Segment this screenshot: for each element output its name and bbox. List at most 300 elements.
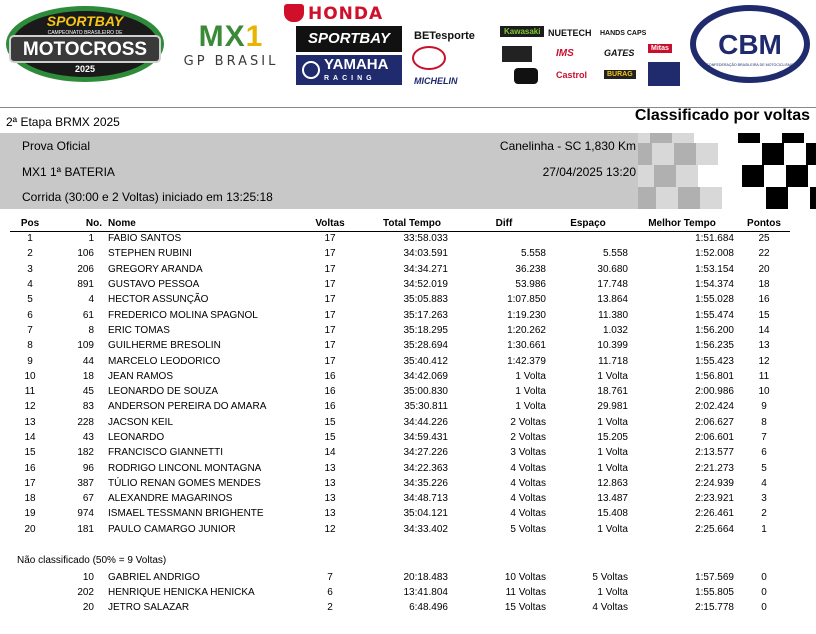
cell-no: 61 — [82, 309, 94, 321]
cell-diff: 4 Voltas — [510, 508, 546, 520]
cell-no: 206 — [77, 263, 94, 275]
mx1-logo-subtitle: GP BRASIL — [183, 54, 279, 69]
checker-square — [740, 143, 762, 165]
cell-gap: 1 Volta — [597, 462, 628, 474]
cell-best: 1:52.008 — [695, 248, 734, 260]
honda-logo — [284, 4, 416, 24]
cell-name: HENRIQUE HENICKA HENICKA — [108, 587, 255, 598]
cell-points: 1 — [761, 523, 767, 535]
cell-best: 2:21.273 — [695, 462, 734, 474]
cell-points: 11 — [758, 370, 770, 382]
result-row — [10, 430, 790, 445]
result-row — [10, 338, 790, 353]
cell-best: 1:56.801 — [695, 370, 734, 382]
checker-square — [678, 187, 700, 209]
result-row — [10, 369, 790, 384]
checker-square — [738, 133, 760, 143]
gates-logo: GATES — [604, 48, 635, 58]
result-row — [10, 445, 790, 460]
checkered-flag-icon — [638, 133, 816, 209]
report-type-title: Classificado por voltas — [634, 107, 810, 124]
cell-total: 35:00.830 — [403, 386, 448, 398]
checker-square — [674, 143, 696, 165]
cell-name: GABRIEL ANDRIGO — [108, 572, 200, 583]
cell-gap: 1 Volta — [597, 416, 628, 428]
cell-laps: 16 — [324, 370, 336, 382]
michelin-logo: MICHELIN — [414, 76, 458, 86]
cell-laps: 14 — [324, 447, 336, 459]
cell-name: PAULO CAMARGO JUNIOR — [108, 523, 236, 535]
result-row — [10, 384, 790, 399]
brake-sponsor-logo-icon — [502, 46, 532, 62]
checker-square — [700, 187, 722, 209]
cell-gap: 12.863 — [597, 477, 628, 489]
checker-square — [722, 187, 744, 209]
race-info: Corrida (30:00 e 2 Voltas) iniciado em 13:25:18 — [22, 190, 273, 204]
cell-total: 35:28.694 — [403, 340, 448, 352]
honda-wing-icon — [284, 4, 304, 22]
cell-name: LEONARDO — [108, 432, 165, 443]
cell-points: 6 — [761, 447, 767, 459]
cell-total: 34:34.271 — [403, 263, 448, 275]
cell-diff: 2 Voltas — [510, 416, 546, 428]
cell-gap: 18.761 — [597, 386, 628, 398]
cell-total: 13:41.804 — [403, 587, 448, 598]
event-name: 2ª Etapa BRMX 2025 — [6, 115, 120, 129]
session-type: Prova Oficial — [22, 139, 91, 153]
cell-best: 1:56.200 — [695, 324, 734, 336]
cell-gap: 15.205 — [597, 432, 628, 443]
cell-laps: 15 — [324, 416, 336, 428]
cell-gap: 29.981 — [597, 401, 628, 413]
cell-laps: 15 — [324, 432, 336, 443]
results-header-row — [10, 217, 790, 231]
cell-pos — [10, 600, 50, 615]
not-classified-row — [10, 585, 790, 600]
result-row — [10, 231, 790, 246]
cell-no: 891 — [77, 279, 94, 291]
cell-best: 1:53.154 — [695, 263, 734, 275]
not-classified-row — [10, 570, 790, 585]
kawasaki-logo: Kawasaki — [500, 26, 544, 37]
cell-name: RODRIGO LINCONL MONTAGNA — [108, 462, 262, 474]
cell-total: 35:04.121 — [403, 508, 448, 520]
cell-name: ANDERSON PEREIRA DO AMARA — [108, 401, 267, 413]
cell-no: 182 — [77, 447, 94, 459]
cell-name: LEONARDO DE SOUZA — [108, 386, 219, 398]
cell-best: 2:13.577 — [695, 447, 734, 459]
cell-laps: 7 — [327, 572, 333, 583]
cell-total: 34:52.019 — [403, 279, 448, 291]
checker-square — [638, 187, 656, 209]
checker-square — [788, 187, 810, 209]
result-row — [10, 399, 790, 414]
cell-laps: 17 — [324, 279, 336, 291]
result-row — [10, 323, 790, 338]
cell-points: 0 — [761, 587, 767, 598]
cell-points: 25 — [758, 233, 770, 245]
cell-pos: 12 — [24, 401, 36, 413]
cell-no: 10 — [82, 572, 94, 583]
cell-gap: 5 Voltas — [592, 572, 628, 583]
cell-pos: 20 — [24, 523, 36, 535]
track-info: Canelinha - SC 1,830 Km — [499, 139, 636, 153]
cell-best: 2:23.921 — [695, 493, 734, 505]
checker-square — [638, 165, 654, 187]
cell-gap: 4 Voltas — [592, 602, 628, 613]
cell-points: 12 — [758, 355, 770, 367]
cbm-subtitle: CONFEDERAÇÃO BRASILEIRA DE MOTOCICLISMO — [706, 63, 794, 67]
yamaha-emblem-icon — [302, 61, 320, 79]
checker-square — [806, 143, 816, 165]
cell-laps: 17 — [324, 309, 336, 321]
yamaha-racing-logo — [296, 55, 402, 85]
checker-square — [764, 165, 786, 187]
cell-pos: 18 — [24, 493, 36, 505]
cell-laps: 13 — [324, 477, 336, 489]
cell-best: 2:24.939 — [695, 477, 734, 489]
cell-diff: 3 Voltas — [510, 447, 546, 459]
cell-no: 44 — [82, 355, 94, 367]
checker-square — [720, 165, 742, 187]
cell-diff: 1 Volta — [515, 401, 546, 413]
cell-no: 228 — [77, 416, 94, 428]
cell-pos: 10 — [24, 370, 36, 382]
motocross-title: MOTOCROSS — [22, 39, 148, 60]
cell-diff: 53.986 — [515, 279, 546, 291]
checker-square — [698, 165, 720, 187]
cell-best: 2:06.601 — [695, 432, 734, 443]
result-row — [10, 415, 790, 430]
result-row — [10, 491, 790, 506]
ims-logo: IMS — [556, 48, 574, 59]
cell-no: 4 — [88, 294, 94, 306]
col-name: Nome — [108, 217, 298, 231]
cell-laps: 17 — [324, 324, 336, 336]
cell-best: 2:15.778 — [695, 602, 734, 613]
cell-name: GUILHERME BRESOLIN — [108, 340, 221, 352]
cell-gap: 10.399 — [597, 340, 628, 352]
checker-square — [810, 187, 816, 209]
mx1-logo-one: 1 — [245, 20, 264, 53]
not-classified-table — [10, 570, 790, 615]
col-points: Pontos — [738, 217, 790, 231]
cell-diff: 1 Volta — [515, 370, 546, 382]
cell-no: 8 — [88, 324, 94, 336]
col-no: No. — [50, 217, 108, 231]
col-laps: Voltas — [298, 217, 362, 231]
cell-points: 20 — [758, 263, 770, 275]
cell-no: 20 — [82, 602, 94, 613]
col-pos: Pos — [10, 217, 50, 231]
cell-points: 10 — [758, 386, 770, 398]
cell-diff: 10 Voltas — [504, 572, 546, 583]
result-row — [10, 506, 790, 521]
result-row — [10, 522, 790, 537]
cell-diff: 1 Volta — [515, 386, 546, 398]
cell-diff: 1:07.850 — [507, 294, 546, 306]
cell-laps: 17 — [324, 355, 336, 367]
cell-pos: 1 — [27, 233, 33, 245]
cell-laps: 16 — [324, 386, 336, 398]
checker-square — [676, 165, 698, 187]
cell-total: 6:48.496 — [409, 602, 448, 613]
cell-best: 2:00.986 — [695, 386, 734, 398]
cell-gap: 1 Volta — [597, 370, 628, 382]
cell-gap: 17.748 — [597, 279, 628, 291]
castrol-logo: Castrol — [556, 70, 588, 80]
yamaha-racing-text: RACING — [324, 75, 376, 82]
championship-subtitle: CAMPEONATO BRASILEIRO DE — [47, 30, 123, 36]
cell-diff: 1:42.379 — [507, 355, 546, 367]
cell-laps: 13 — [324, 508, 336, 520]
col-diff: Diff — [462, 217, 548, 231]
cell-name: HECTOR ASSUNÇÃO — [108, 294, 209, 306]
cell-diff: 5 Voltas — [510, 523, 546, 535]
cell-total: 33:58.033 — [403, 233, 448, 245]
cell-best: 2:06.627 — [695, 416, 734, 428]
checker-square — [762, 143, 784, 165]
cell-pos: 3 — [27, 263, 33, 275]
cell-name: GUSTAVO PESSOA — [108, 279, 200, 291]
cell-laps: 16 — [324, 401, 336, 413]
cell-total: 34:59.431 — [403, 432, 448, 443]
cell-total: 34:35.226 — [403, 477, 448, 489]
sponsor-badge-icon — [648, 62, 680, 86]
cell-pos: 7 — [27, 324, 33, 336]
cell-pos — [10, 585, 50, 600]
cell-name: TÚLIO RENAN GOMES MENDES — [108, 477, 261, 489]
cell-no: 106 — [77, 248, 94, 260]
checker-square — [652, 143, 674, 165]
result-row — [10, 262, 790, 277]
cell-gap: 15.408 — [597, 508, 628, 520]
result-row — [10, 246, 790, 261]
col-gap: Espaço — [548, 217, 630, 231]
checker-square — [656, 187, 678, 209]
result-row — [10, 353, 790, 368]
mitas-logo: Mitas — [648, 44, 672, 53]
cell-diff: 4 Voltas — [510, 462, 546, 474]
cell-points: 4 — [761, 477, 767, 489]
cell-laps: 17 — [324, 263, 336, 275]
race-date: 27/04/2025 13:20 — [542, 165, 636, 179]
cell-diff — [462, 231, 548, 246]
cell-no: 387 — [77, 477, 94, 489]
checker-square — [650, 133, 672, 143]
cell-no: 109 — [77, 340, 94, 352]
cell-no: 974 — [77, 508, 94, 520]
cell-name: STEPHEN RUBINI — [108, 248, 192, 260]
cell-diff: 4 Voltas — [510, 493, 546, 505]
cell-points: 0 — [761, 602, 767, 613]
not-classified-label: Não classificado (50% = 9 Voltas) — [17, 555, 167, 566]
checker-square — [696, 143, 718, 165]
cbm-text: CBM — [718, 29, 782, 60]
checker-square — [672, 133, 694, 143]
col-total-time: Total Tempo — [362, 217, 462, 231]
checker-square — [744, 187, 766, 209]
handscaps-logo: HANDS CAPS — [600, 30, 647, 37]
cell-points: 3 — [761, 493, 767, 505]
cell-no: 96 — [82, 462, 94, 474]
cell-best: 1:55.423 — [695, 355, 734, 367]
cell-laps: 17 — [324, 233, 336, 245]
cell-points: 9 — [761, 401, 767, 413]
cell-points: 18 — [758, 279, 770, 291]
cell-points: 8 — [761, 416, 767, 428]
cell-total: 35:17.263 — [403, 309, 448, 321]
cell-name: JEAN RAMOS — [108, 370, 174, 382]
cell-diff: 1:19.230 — [507, 309, 546, 321]
cell-laps: 13 — [324, 462, 336, 474]
cell-diff: 36.238 — [515, 263, 546, 275]
cell-gap: 1.032 — [602, 324, 628, 336]
mx1-gp-brasil-logo — [176, 22, 286, 72]
cell-gap: 1 Volta — [597, 447, 628, 459]
cell-no: 202 — [77, 587, 94, 598]
result-row — [10, 476, 790, 491]
cell-pos: 19 — [24, 508, 36, 520]
cell-gap: 1 Volta — [597, 523, 628, 535]
checker-square — [742, 165, 764, 187]
cell-pos: 8 — [27, 340, 33, 352]
cell-best: 2:02.424 — [695, 401, 734, 413]
cell-no: 181 — [77, 523, 94, 535]
cell-best: 1:55.805 — [695, 587, 734, 598]
cell-total: 34:48.713 — [403, 493, 448, 505]
cell-best: 2:25.664 — [695, 523, 734, 535]
result-row — [10, 292, 790, 307]
cell-total: 35:18.295 — [403, 324, 448, 336]
checker-square — [766, 187, 788, 209]
cell-total: 35:30.811 — [404, 401, 448, 413]
cell-gap: 11.718 — [598, 355, 628, 367]
sponsor-logo-icon — [514, 68, 538, 84]
cell-total: 34:33.402 — [403, 523, 448, 535]
burag-logo: BURAG — [604, 70, 636, 79]
cell-pos: 5 — [27, 294, 33, 306]
cell-laps: 6 — [327, 587, 333, 598]
cell-points: 22 — [758, 248, 770, 260]
cell-points: 0 — [761, 572, 767, 583]
cell-points: 16 — [758, 294, 770, 306]
cell-diff: 11 Voltas — [505, 587, 546, 598]
event-header — [0, 107, 816, 133]
cell-pos: 9 — [27, 355, 33, 367]
checker-square — [638, 133, 650, 143]
sponsor-banner — [0, 0, 816, 96]
checker-square — [784, 143, 806, 165]
cell-gap: 13.864 — [597, 294, 628, 306]
cell-name: ALEXANDRE MAGARINOS — [108, 493, 233, 505]
checker-square — [694, 133, 716, 143]
sportbay-arc-text: SPORTBAY — [46, 13, 124, 29]
cell-diff: 1:30.661 — [507, 340, 546, 352]
cell-best: 1:55.028 — [695, 294, 734, 306]
cell-points: 2 — [761, 508, 767, 520]
cell-best: 1:54.374 — [695, 279, 734, 291]
checker-square — [782, 133, 804, 143]
cell-no: 43 — [82, 432, 94, 443]
nuetech-logo: NUETECH — [548, 28, 592, 38]
checker-square — [716, 133, 738, 143]
cell-diff: 5.558 — [520, 248, 546, 260]
cell-best: 2:26.461 — [695, 508, 734, 520]
cell-pos: 6 — [27, 309, 33, 321]
sportbay-sponsor-logo: SPORTBAY — [296, 26, 402, 52]
cell-no: 83 — [82, 401, 94, 413]
cell-diff: 1:20.262 — [507, 324, 546, 336]
checker-square — [786, 165, 808, 187]
cell-gap: 1 Volta — [597, 587, 628, 598]
cell-pos: 4 — [27, 279, 33, 291]
cell-best: 1:55.474 — [695, 309, 734, 321]
cell-name: JACSON KEIL — [108, 416, 174, 428]
results-table — [10, 217, 790, 537]
checker-square — [654, 165, 676, 187]
cell-points: 14 — [758, 324, 770, 336]
cell-pos: 14 — [24, 432, 36, 443]
cell-pos: 16 — [24, 462, 36, 474]
cell-laps: 17 — [324, 340, 336, 352]
cell-laps: 12 — [324, 523, 336, 535]
cell-name: FABIO SANTOS — [108, 233, 182, 245]
cell-total: 34:44.226 — [403, 416, 448, 428]
cell-points: 5 — [761, 462, 767, 474]
cell-laps: 13 — [324, 493, 336, 505]
col-best-lap: Melhor Tempo — [630, 217, 738, 231]
betesporte-logo: BETesporte — [414, 30, 475, 42]
cell-name: MARCELO LEODORICO — [108, 355, 221, 367]
cell-diff: 2 Voltas — [510, 432, 546, 443]
cell-points: 13 — [758, 340, 770, 352]
cell-total: 35:05.883 — [403, 294, 448, 306]
cell-gap — [548, 231, 630, 246]
cell-no: 67 — [82, 493, 94, 505]
yamaha-text: YAMAHA — [324, 56, 389, 73]
cell-total: 34:22.363 — [403, 462, 448, 474]
result-row — [10, 307, 790, 322]
not-classified-row — [10, 600, 790, 615]
cell-gap: 11.380 — [598, 309, 628, 321]
checker-square — [718, 143, 740, 165]
cell-pos — [10, 570, 50, 585]
cell-no: 45 — [82, 386, 94, 398]
cell-pos: 15 — [24, 447, 36, 459]
cell-pos: 2 — [27, 248, 33, 260]
cell-no: 1 — [88, 233, 94, 245]
cell-name: ERIC TOMAS — [108, 324, 170, 336]
checker-square — [760, 133, 782, 143]
race-class: MX1 1ª BATERIA — [22, 165, 115, 179]
circuit-sponsor-logo-icon — [412, 46, 446, 70]
cell-best: 1:51.684 — [695, 233, 734, 245]
cell-gap: 5.558 — [602, 248, 628, 260]
cell-diff: 4 Voltas — [510, 477, 546, 489]
cell-name: FRANCISCO GIANNETTI — [108, 447, 224, 459]
cell-total: 20:18.483 — [403, 572, 448, 583]
cell-name: FREDERICO MOLINA SPAGNOL — [108, 309, 258, 321]
cell-laps: 17 — [324, 294, 336, 306]
cbm-confederation-logo — [690, 4, 810, 86]
cell-pos: 17 — [24, 477, 36, 489]
cell-laps: 2 — [327, 602, 333, 613]
honda-text: HONDA — [308, 4, 384, 24]
cell-name: JETRO SALAZAR — [108, 602, 190, 613]
cell-gap: 30.680 — [597, 263, 628, 275]
cell-pos: 13 — [24, 416, 36, 428]
